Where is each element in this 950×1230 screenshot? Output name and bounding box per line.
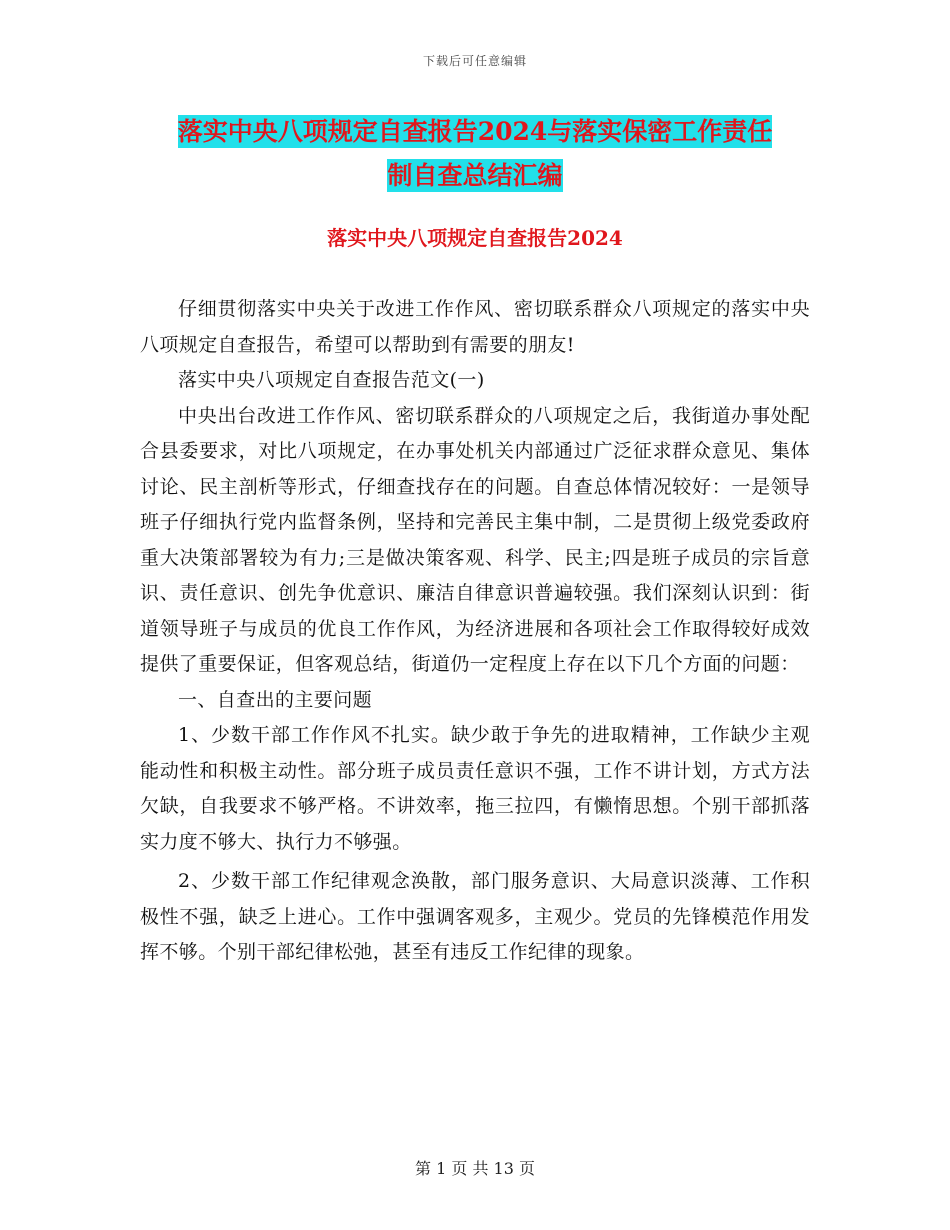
page-header: 下载后可任意编辑 [422,54,527,68]
document-title [0,110,950,198]
problem-paragraph-1: 1、少数干部工作作风不扎实。缺少敢于争先的进取精神，工作缺少主观能动性和积极主动性。部分班子成员责任意识不强，工作不讲计划，方式方法欠缺，自我要求不够严格。不讲效率，拖三拉四，有懒惰思想。个别干部抓落实力度不够大、执行力不够强。 [140,724,810,853]
page-number: 第 1 页 共 13 页 [415,1159,535,1178]
document-title-line-1: 落实中央八项规定自查报告2024与落实保密工作责任 [177,117,773,146]
overview-paragraph: 中央出台改进工作作风、密切联系群众的八项规定之后，我街道办事处配合县委要求，对比八项规定，在办事处机关内部通过广泛征求群众意见、集体讨论、民主剖析等形式，仔细查找存在的问题。自查总体情况较好：一是领导班子仔细执行党内监督条例，坚持和完善民主集中制，二是贯彻上级党委政府重大决策部署较为有力;三是做决策客观、科学、民主;四是班子成员的宗旨意识、责任意识、创先争优意识、廉洁自律意识普遍较强。我们深刻认识到：街道领导班子与成员的优良工作作风，为经济进展和各项社会工作取得较好成效提供了重要保证，但客观总结，街道仍一定程度上存在以下几个方面的问题： [140,404,810,675]
sample-heading: 落实中央八项规定自查报告范文(一) [178,369,485,391]
intro-paragraph: 仔细贯彻落实中央关于改进工作作风、密切联系群众八项规定的落实中央八项规定自查报告，希望可以帮助到有需要的朋友! [140,298,810,356]
section-title: 落实中央八项规定自查报告2024 [327,226,623,250]
document-body [140,292,810,971]
problem-paragraph-2: 2、少数干部工作纪律观念涣散，部门服务意识、大局意识淡薄、工作积极性不强，缺乏上进心。工作中强调客观多，主观少。党员的先锋模范作用发挥不够。个别干部纪律松弛，甚至有违反工作纪律的现象。 [140,870,810,963]
document-title-line-2: 制自查总结汇编 [387,161,563,190]
problems-heading: 一、自查出的主要问题 [178,688,373,711]
